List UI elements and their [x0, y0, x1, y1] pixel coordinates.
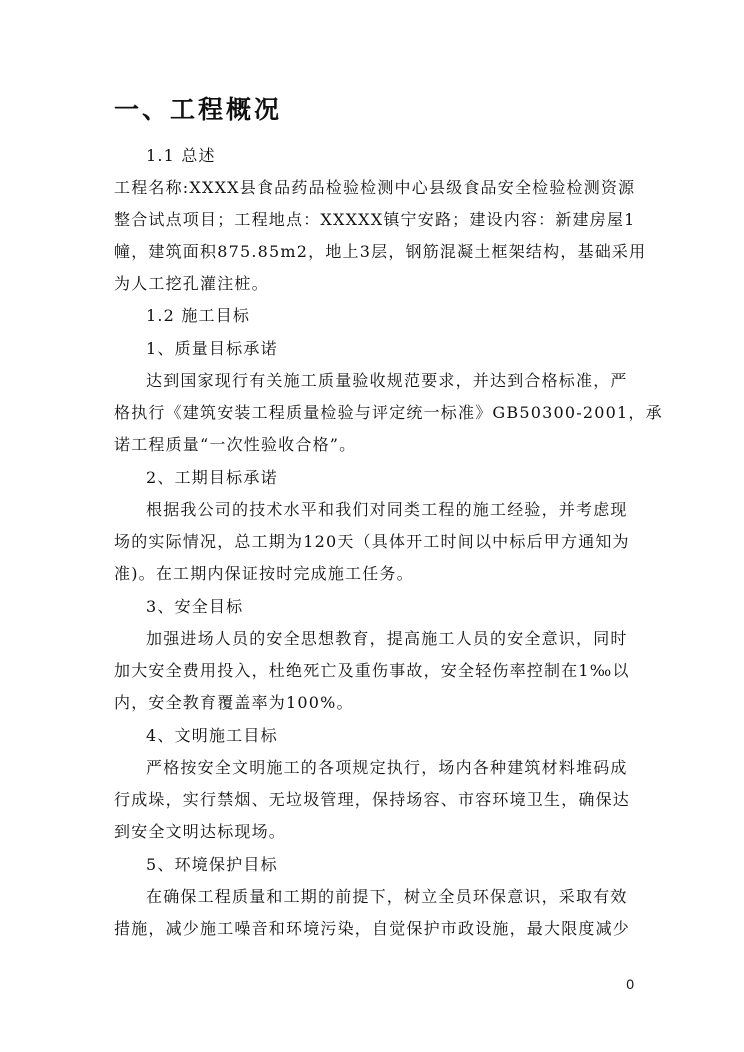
- section-title-overview: 1.1 总述: [146, 146, 216, 165]
- page-number: 0: [626, 976, 634, 992]
- paragraph-line: 达到国家现行有关施工质量验收规范要求，并达到合格标准，严: [146, 371, 628, 390]
- paragraph-line: 内，安全教育覆盖率为100%。: [114, 693, 354, 712]
- paragraph-line: 工程名称:XXXX县食品药品检验检测中心县级食品安全检验检测资源: [114, 178, 636, 197]
- paragraph-line: 准)。在工期内保证按时完成施工任务。: [114, 564, 414, 583]
- goal-title-schedule: 2、工期目标承诺: [146, 468, 278, 487]
- chapter-heading: 一、工程概况: [114, 95, 283, 124]
- goal-title-environment: 5、环境保护目标: [146, 855, 278, 874]
- paragraph-line: 为人工挖孔灌注桩。: [114, 274, 269, 293]
- paragraph-line: 在确保工程质量和工期的前提下，树立全员环保意识，采取有效: [146, 887, 628, 906]
- paragraph-line: 行成垛，实行禁烟、无垃圾管理，保持场容、市容环境卫生，确保达: [114, 790, 631, 809]
- paragraph-line: 严格按安全文明施工的各项规定执行，场内各种建筑材料堆码成: [146, 758, 628, 777]
- paragraph-line: 加强进场人员的安全思想教育，提高施工人员的安全意识，同时: [146, 629, 628, 648]
- paragraph-line: 格执行《建筑安装工程质量检验与评定统一标准》GB50300-2001，承: [114, 403, 663, 422]
- goal-title-civilized: 4、文明施工目标: [146, 726, 278, 745]
- paragraph-line: 整合试点项目；工程地点：XXXXX镇宁安路；建设内容：新建房屋1: [114, 210, 636, 229]
- paragraph-line: 根据我公司的技术水平和我们对同类工程的施工经验，并考虑现: [146, 500, 628, 519]
- paragraph-line: 诺工程质量“一次性验收合格”。: [114, 435, 357, 454]
- paragraph-line: 到安全文明达标现场。: [114, 822, 287, 841]
- goal-title-safety: 3、安全目标: [146, 597, 244, 616]
- goal-title-quality: 1、质量目标承诺: [146, 339, 278, 358]
- paragraph-line: 幢，建筑面积875.85m2，地上3层，钢筋混凝土框架结构，基础采用: [114, 242, 647, 261]
- paragraph-line: 措施，减少施工噪音和环境污染，自觉保护市政设施，最大限度减少: [114, 919, 631, 938]
- paragraph-line: 加大安全费用投入，杜绝死亡及重伤事故，安全轻伤率控制在1‰以: [114, 661, 630, 680]
- paragraph-line: 场的实际情况，总工期为120天（具体开工时间以中标后甲方通知为: [114, 532, 630, 551]
- section-title-goals: 1.2 施工目标: [146, 306, 251, 325]
